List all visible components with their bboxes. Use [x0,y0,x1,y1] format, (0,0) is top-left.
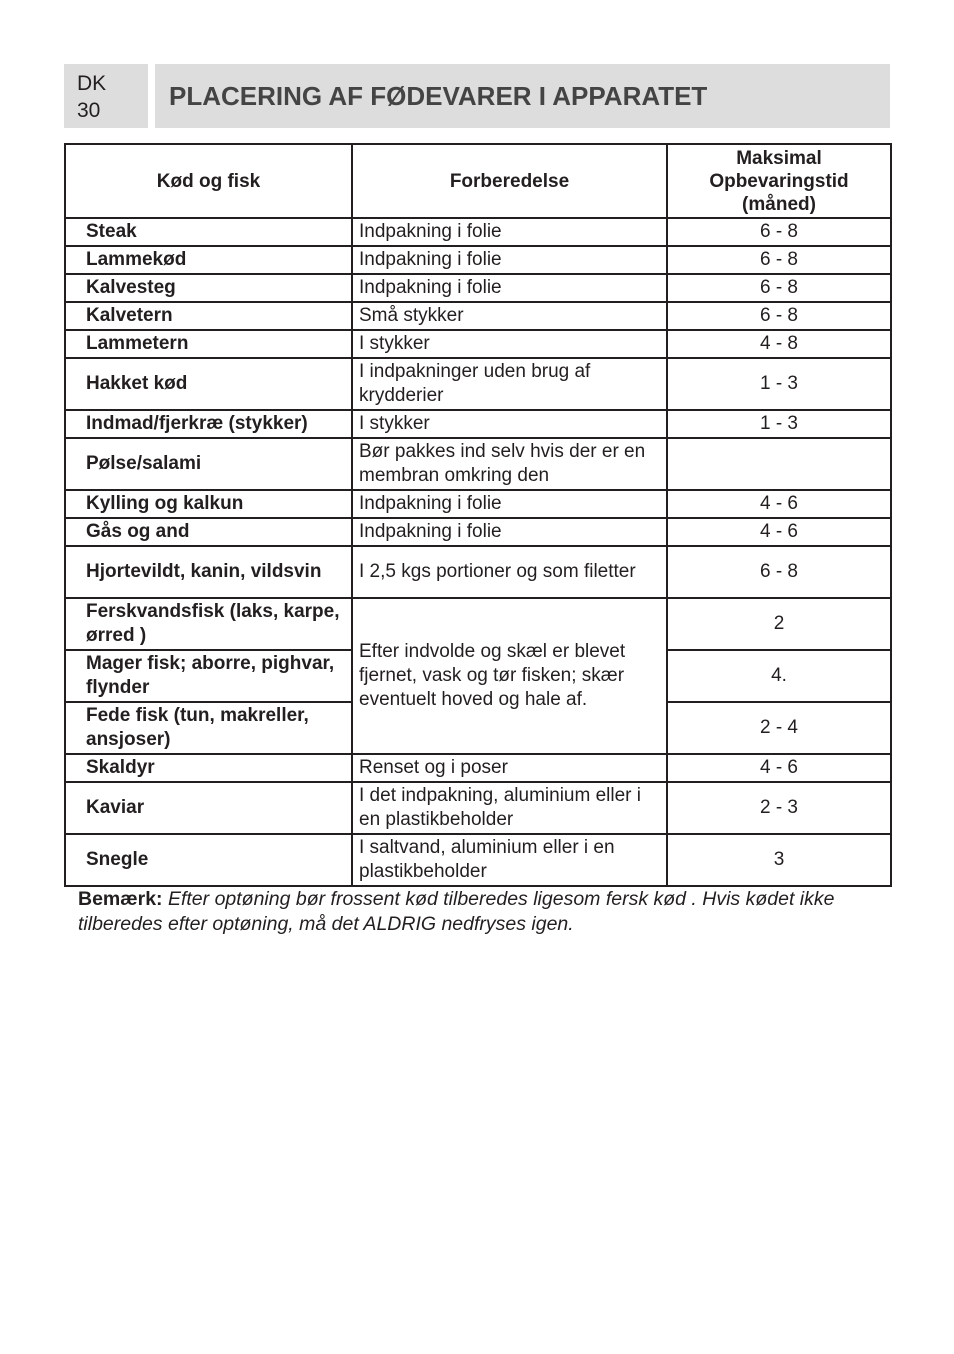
food-item: Steak [65,218,352,246]
header-max-storage: Maksimal Opbevaringstid (måned) [667,144,891,218]
food-item: Ferskvandsfisk (laks, karpe, ørred ) [65,598,352,650]
food-item: Snegle [65,834,352,886]
food-item: Kalvesteg [65,274,352,302]
food-item: Pølse/salami [65,438,352,490]
storage-months: 4. [667,650,891,702]
table-row [65,410,891,438]
preparation: I det indpakning, aluminium eller i en plastikbeholder [352,782,667,834]
table-row [65,598,891,650]
storage-months: 1 - 3 [667,358,891,410]
food-item: Kylling og kalkun [65,490,352,518]
table-row [65,438,891,490]
table-row [65,782,891,834]
table-row [65,490,891,518]
preparation: Indpakning i folie [352,490,667,518]
preparation: Bør pakkes ind selv hvis der er en membran omkring den [352,438,667,490]
storage-months: 2 - 3 [667,782,891,834]
food-item: Skaldyr [65,754,352,782]
storage-months [667,438,891,490]
preparation: Indpakning i folie [352,246,667,274]
table-row [65,518,891,546]
preparation: I indpakninger uden brug af krydderier [352,358,667,410]
preparation: I 2,5 kgs portioner og som filetter [352,546,667,598]
preparation: Indpakning i folie [352,218,667,246]
page-indicator [64,64,148,128]
preparation: Renset og i poser [352,754,667,782]
preparation: Efter indvolde og skæl er blevet fjernet, vask og tør fisken; skær eventuelt hoved og hale af. [352,598,667,754]
food-item: Kaviar [65,782,352,834]
food-item: Indmad/fjerkræ (stykker) [65,410,352,438]
table-row [65,246,891,274]
storage-months: 1 - 3 [667,410,891,438]
note-text: Efter optøning bør frossent kød tilberedes ligesom fersk kød . Hvis kødet ikke tilberedes efter optøning, må det ALDRIG nedfryses igen. [78,888,835,935]
food-item: Hakket kød [65,358,352,410]
table-row [65,274,891,302]
storage-months: 2 [667,598,891,650]
table-row [65,302,891,330]
storage-table [64,143,892,887]
storage-months: 6 - 8 [667,302,891,330]
storage-months: 4 - 6 [667,490,891,518]
storage-months: 2 - 4 [667,702,891,754]
preparation: I saltvand, aluminium eller i en plastikbeholder [352,834,667,886]
header-preparation: Forberedelse [352,144,667,218]
preparation: Små stykker [352,302,667,330]
header-meat-fish: Kød og fisk [65,144,352,218]
food-item: Fede fisk (tun, makreller, ansjoser) [65,702,352,754]
preparation: I stykker [352,410,667,438]
food-item: Gås og and [65,518,352,546]
food-item: Lammetern [65,330,352,358]
food-item: Mager fisk; aborre, pighvar, flynder [65,650,352,702]
storage-months: 6 - 8 [667,274,891,302]
page-title: PLACERING AF FØDEVARER I APPARATET [169,81,708,111]
table-row [65,358,891,410]
table-row [65,834,891,886]
food-item: Kalvetern [65,302,352,330]
preparation: Indpakning i folie [352,518,667,546]
table-row [65,330,891,358]
storage-months: 4 - 8 [667,330,891,358]
table-row [65,546,891,598]
page-number: 30 [77,99,101,122]
footnote [78,887,888,937]
table-header-row [65,144,891,218]
language-code: DK [77,72,107,95]
note-label: Bemærk: [78,888,163,910]
preparation: Indpakning i folie [352,274,667,302]
food-item: Lammekød [65,246,352,274]
title-bar [155,64,890,128]
table-row [65,754,891,782]
storage-months: 6 - 8 [667,218,891,246]
food-item: Hjortevildt, kanin, vildsvin [65,546,352,598]
table-row [65,218,891,246]
storage-months: 3 [667,834,891,886]
storage-months: 6 - 8 [667,546,891,598]
storage-months: 6 - 8 [667,246,891,274]
storage-months: 4 - 6 [667,754,891,782]
preparation: I stykker [352,330,667,358]
storage-months: 4 - 6 [667,518,891,546]
